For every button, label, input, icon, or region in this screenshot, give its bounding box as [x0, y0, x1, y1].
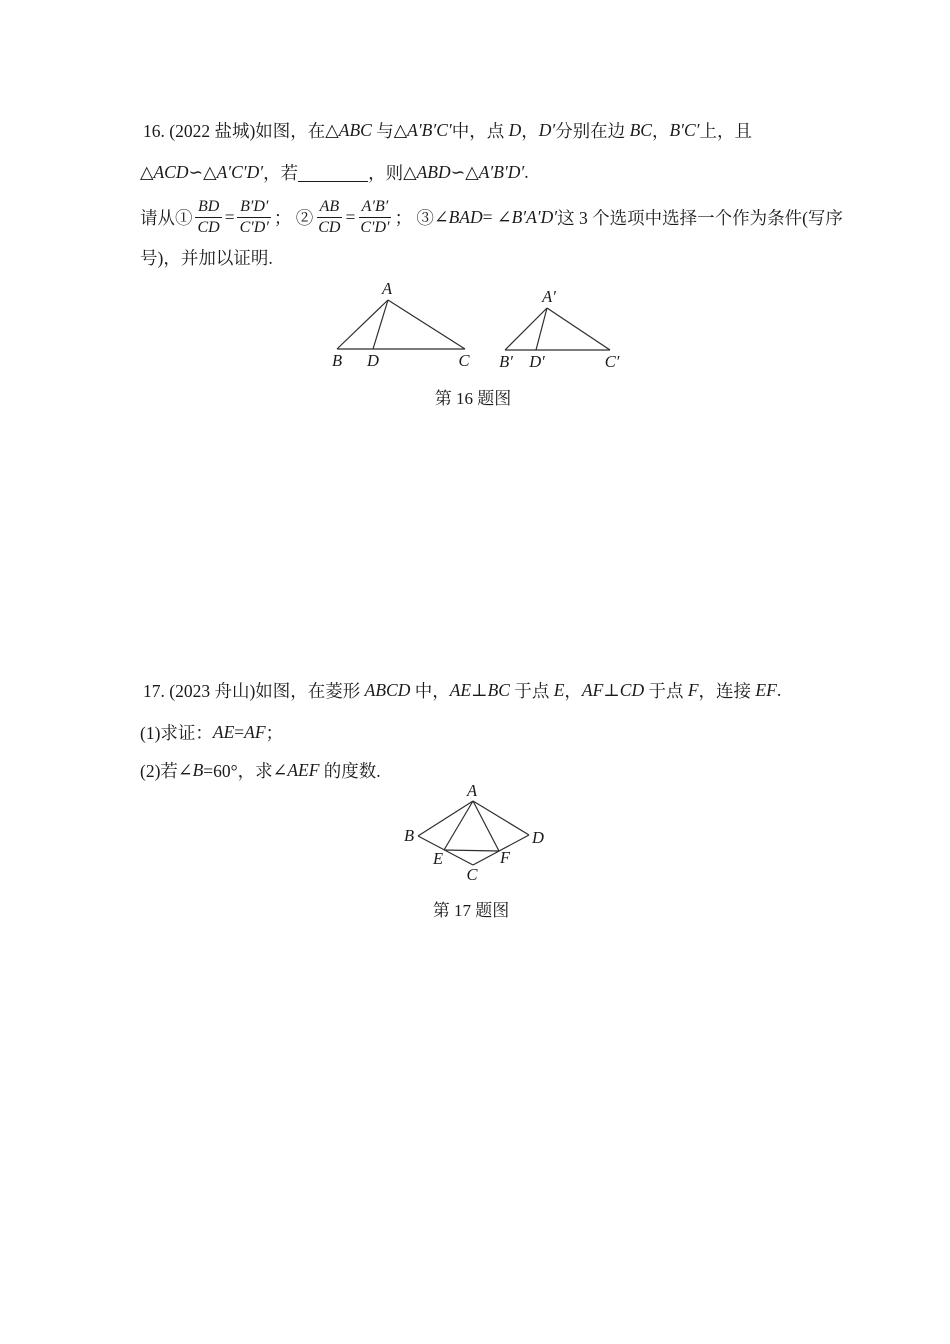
- text-segment: ，: [651, 120, 670, 141]
- vertex-label-A: A: [466, 783, 478, 800]
- text-segment: 17. (2023 舟山)如图，在菱形: [143, 680, 365, 701]
- text-segment: 16. (2022 盐城)如图，在: [143, 120, 326, 141]
- text-segment: ； ③: [394, 208, 434, 228]
- text-segment: ∽: [450, 161, 466, 182]
- fraction-numerator: B′D′: [237, 198, 271, 218]
- text-segment: ∠: [433, 207, 449, 227]
- text-segment: ∽: [188, 161, 204, 182]
- problem-17-line-1: [143, 678, 781, 702]
- figure-17-diagram: [395, 783, 575, 895]
- fraction: [237, 198, 272, 238]
- text-segment: =: [345, 207, 356, 227]
- vertex-label-D-prime: D′: [529, 352, 545, 371]
- problem-17-line-2: [140, 720, 283, 744]
- text-segment: 于点: [644, 680, 688, 701]
- problem-16-line-4: [140, 245, 273, 269]
- fraction-denominator: C′D′: [360, 219, 390, 236]
- vertex-label-A-prime: A′: [542, 287, 556, 306]
- text-segment: △: [465, 161, 479, 182]
- fraction-denominator: CD: [197, 219, 220, 236]
- fraction-denominator: C′D′: [239, 219, 269, 236]
- math-variable: F: [687, 679, 699, 700]
- text-segment: △: [203, 161, 217, 182]
- vertex-label-E: E: [432, 849, 444, 868]
- text-segment: ∠: [496, 207, 512, 227]
- problem-16-line-2: [140, 160, 529, 184]
- text-segment: 中，点: [451, 120, 509, 141]
- figure-16-diagram: [325, 276, 635, 376]
- vertex-label-B: B: [331, 351, 343, 370]
- math-variable: AF: [581, 679, 604, 700]
- text-segment: 于点: [509, 680, 554, 701]
- vertex-label-B-prime: B′: [499, 352, 513, 371]
- vertex-label-F: F: [499, 848, 511, 867]
- math-variable: A′C′D′: [216, 161, 264, 182]
- text-segment: ，则: [368, 162, 404, 183]
- text-segment: △: [393, 119, 408, 140]
- math-variable: BC: [487, 679, 510, 700]
- text-segment: 请从①: [140, 208, 193, 228]
- text-segment: 这 3 个选项中选择一个作为条件(写序: [557, 208, 843, 228]
- text-segment: =: [234, 721, 245, 742]
- math-variable: B′A′D′: [511, 207, 558, 227]
- math-variable: AEF: [287, 759, 320, 780]
- math-variable: CD: [619, 679, 645, 700]
- math-variable: D: [508, 119, 522, 140]
- math-variable: AF: [244, 721, 266, 742]
- math-variable: ACD: [153, 161, 189, 182]
- triangle2-edge-AC: [547, 308, 610, 350]
- text-segment: 中，: [410, 680, 450, 701]
- fraction: [357, 198, 392, 238]
- math-variable: A′B′C′: [407, 119, 452, 140]
- segment-EF: [444, 850, 499, 851]
- vertex-label-C-prime: C′: [604, 352, 620, 371]
- problem-17-line-3: [140, 758, 381, 782]
- fraction-numerator: AB: [317, 198, 343, 218]
- math-variable: AE: [449, 679, 472, 700]
- text-segment: ∠: [272, 759, 288, 780]
- math-variable: E: [553, 679, 565, 700]
- fraction-numerator: A′B′: [359, 198, 392, 218]
- fraction: [195, 198, 223, 238]
- problem-16-line-3: [140, 194, 843, 241]
- math-variable: EF: [755, 679, 777, 700]
- fraction-denominator: CD: [318, 219, 341, 236]
- vertex-label-D: D: [532, 828, 544, 847]
- answer-blank: [298, 162, 368, 182]
- text-segment: 分别在边: [555, 120, 630, 141]
- text-segment: 与: [371, 120, 394, 141]
- figure-17-caption: 第 17 题图: [432, 901, 510, 920]
- text-segment: ，: [564, 680, 582, 701]
- text-segment: (2)若: [140, 760, 178, 781]
- vertex-label-A: A: [381, 279, 393, 298]
- problem-16-line-1: [143, 118, 752, 142]
- math-variable: BC: [629, 119, 652, 140]
- segment-AE: [444, 801, 473, 850]
- math-variable: B′C′: [669, 119, 700, 140]
- math-variable: ABD: [416, 161, 451, 182]
- text-segment: .: [524, 161, 529, 182]
- vertex-label-C: C: [466, 865, 478, 884]
- text-segment: 上，且: [699, 120, 752, 141]
- text-segment: =60°，求: [203, 760, 273, 781]
- text-segment: ； ②: [273, 208, 314, 228]
- text-segment: ，连接: [698, 680, 756, 701]
- text-segment: ，: [521, 120, 539, 141]
- text-segment: △: [325, 119, 339, 140]
- math-variable: A′B′D′: [478, 161, 525, 182]
- figure-16-caption: 第 16 题图: [434, 389, 512, 408]
- text-segment: ⊥: [603, 679, 620, 700]
- rhombus-edge-AB: [418, 801, 473, 836]
- vertex-label-D: D: [367, 351, 379, 370]
- triangle2-edge-BA: [505, 308, 547, 350]
- vertex-label-C: C: [458, 351, 470, 370]
- math-variable: B: [192, 759, 204, 780]
- math-variable: ABC: [338, 119, 372, 140]
- vertex-label-B: B: [403, 826, 415, 845]
- text-segment: ；: [265, 722, 284, 743]
- text-segment: =: [482, 207, 497, 227]
- text-segment: =: [224, 207, 235, 227]
- fraction-numerator: BD: [195, 198, 222, 218]
- text-segment: 号)，并加以证明.: [140, 247, 273, 268]
- text-segment: (1)求证：: [140, 722, 213, 743]
- text-segment: .: [776, 679, 782, 700]
- triangle1-edge-AC: [388, 300, 465, 349]
- math-variable: BAD: [448, 207, 483, 227]
- text-segment: ∠: [177, 759, 193, 780]
- fraction: [315, 198, 343, 238]
- text-segment: ，若: [263, 162, 299, 183]
- text-segment: 的度数.: [319, 760, 381, 781]
- math-variable: ABCD: [364, 679, 411, 700]
- math-variable: AE: [212, 721, 235, 742]
- text-segment: ⊥: [471, 679, 488, 700]
- text-segment: △: [403, 161, 417, 182]
- text-segment: △: [140, 161, 154, 182]
- math-variable: D′: [538, 119, 556, 140]
